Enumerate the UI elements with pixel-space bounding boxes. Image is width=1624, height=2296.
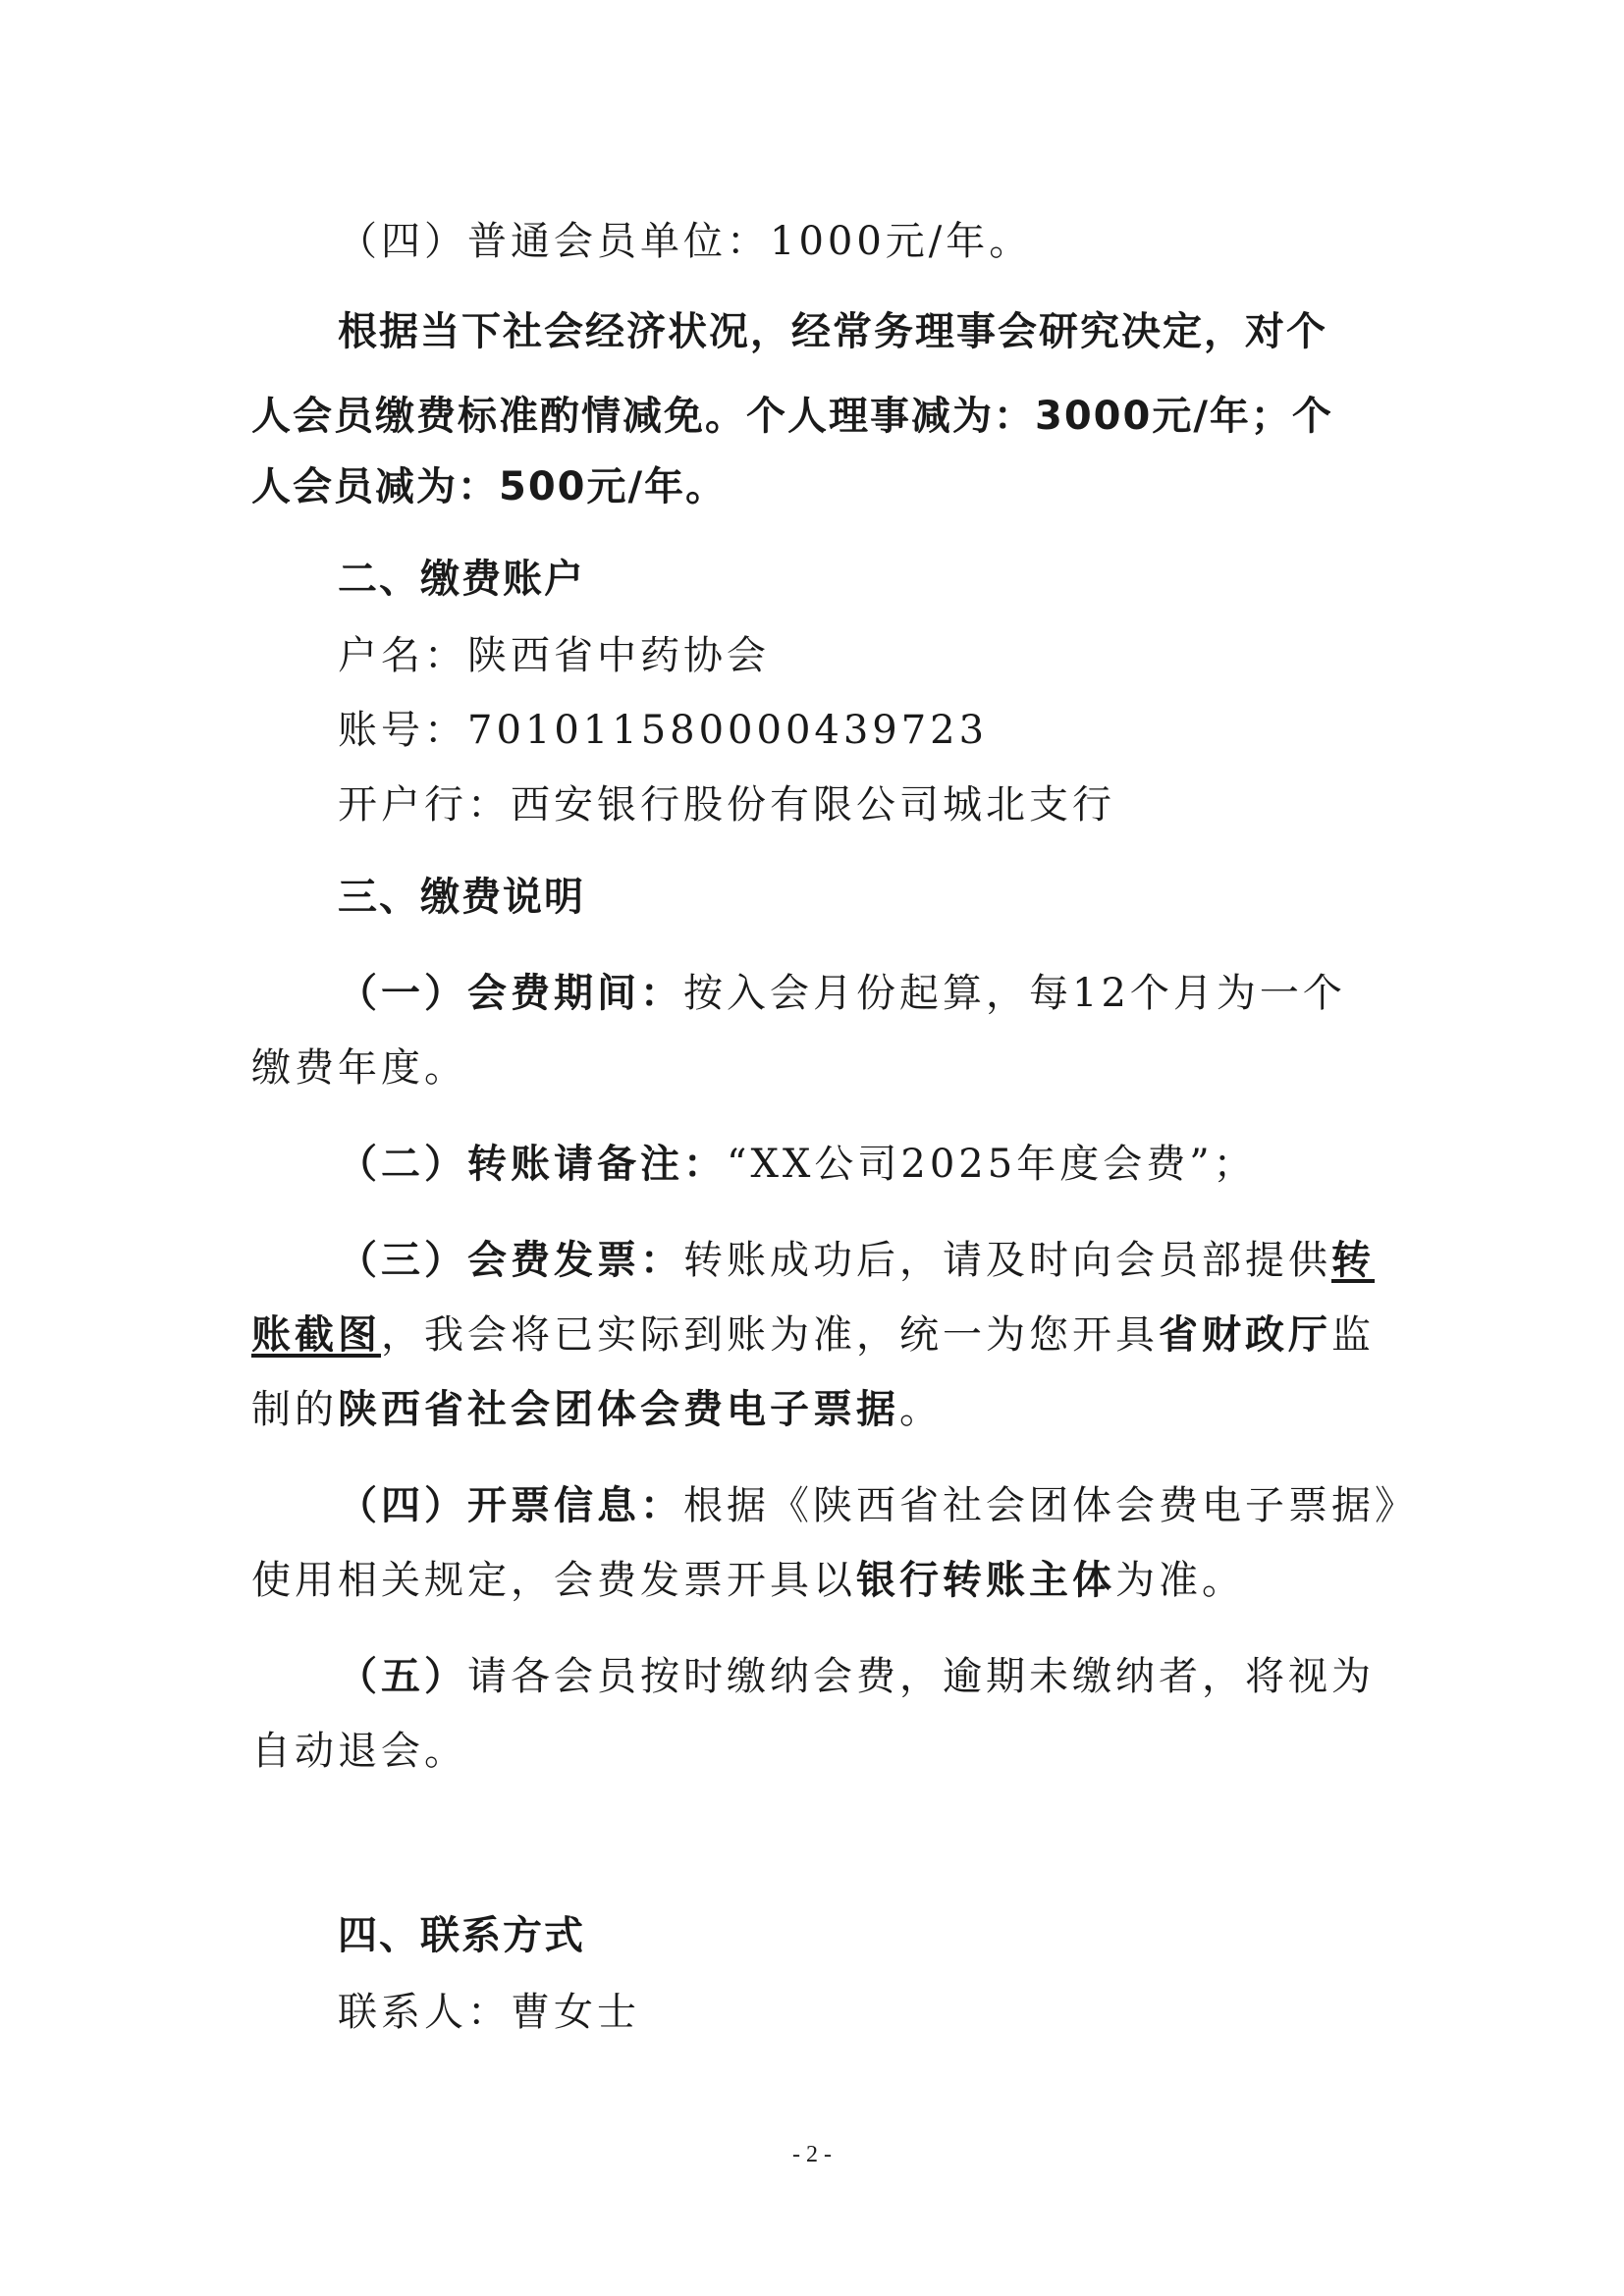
instruction-item-4-end: 为准。 (1115, 1558, 1245, 1603)
instruction-item-4-bold: 银行转账主体 (856, 1558, 1115, 1603)
instruction-item-4 (338, 1480, 1418, 1531)
instruction-item-4-line-2 (251, 1555, 1390, 1606)
instruction-item-2 (338, 1139, 1390, 1190)
instruction-item-1 (338, 968, 1390, 1019)
instruction-item-5-cont: 自动退会。 (251, 1729, 467, 1774)
instruction-item-3-label: （三）会费发票： (338, 1238, 683, 1283)
account-bank: 开户行：西安银行股份有限公司城北支行 (338, 782, 1115, 828)
instruction-item-2-label: （二）转账请备注： (338, 1142, 727, 1187)
instruction-item-3-text-4: 制的 (251, 1387, 338, 1432)
instruction-item-3-bold-2: 陕西省社会团体会费电子票据 (338, 1387, 899, 1432)
instruction-item-4-label: （四）开票信息： (338, 1483, 683, 1528)
instruction-item-3-line-3 (251, 1384, 1390, 1435)
instruction-item-3-end: 。 (899, 1387, 943, 1432)
instruction-item-4-text: 根据《陕西省社会团体会费电子票据》 (683, 1483, 1418, 1528)
instruction-item-3-text-2: ，我会将已实际到账为准，统一为您开具 (381, 1312, 1159, 1358)
instruction-item-3-underline-2: 账截图 (251, 1312, 381, 1358)
instruction-item-5 (338, 1651, 1390, 1702)
account-name: 户名：陕西省中药协会 (338, 633, 770, 678)
section-heading-contact: 四、联系方式 (338, 1913, 585, 1958)
instruction-item-4-text-2: 使用相关规定，会费发票开具以 (251, 1558, 856, 1603)
instruction-item-3-line-2 (251, 1309, 1390, 1361)
instruction-item-3-text-3: 监 (1331, 1312, 1375, 1358)
instruction-item-1-label: （一）会费期间： (338, 971, 683, 1016)
instruction-item-5-label: （五） (338, 1654, 467, 1699)
section-heading-account: 二、缴费账户 (338, 557, 585, 602)
section-heading-instructions: 三、缴费说明 (338, 875, 585, 920)
instruction-item-3-text: 转账成功后，请及时向会员部提供 (683, 1238, 1331, 1283)
account-number: 账号：701011580000439723 (338, 708, 989, 753)
instruction-item-2-text: “XX公司2025年度会费”； (727, 1142, 1257, 1187)
reduction-line-3: 人会员减为：500元/年。 (251, 464, 728, 509)
instruction-item-5-text: 请各会员按时缴纳会费，逾期未缴纳者，将视为 (467, 1654, 1375, 1699)
instruction-item-3 (338, 1235, 1390, 1286)
reduction-line-1: 根据当下社会经济状况，经常务理事会研究决定，对个 (338, 309, 1327, 354)
instruction-item-3-underline-1: 转 (1331, 1238, 1375, 1283)
instruction-item-1-text: 按入会月份起算，每12个月为一个 (683, 971, 1346, 1016)
page-number: - 2 - (792, 2142, 832, 2167)
fee-item-four: （四）普通会员单位：1000元/年。 (338, 219, 1033, 264)
instruction-item-3-bold-1: 省财政厅 (1159, 1312, 1331, 1358)
contact-person: 联系人：曹女士 (338, 1990, 640, 2035)
reduction-line-2: 人会员缴费标准酌情减免。个人理事减为：3000元/年；个 (251, 394, 1333, 439)
instruction-item-1-cont: 缴费年度。 (251, 1045, 467, 1091)
